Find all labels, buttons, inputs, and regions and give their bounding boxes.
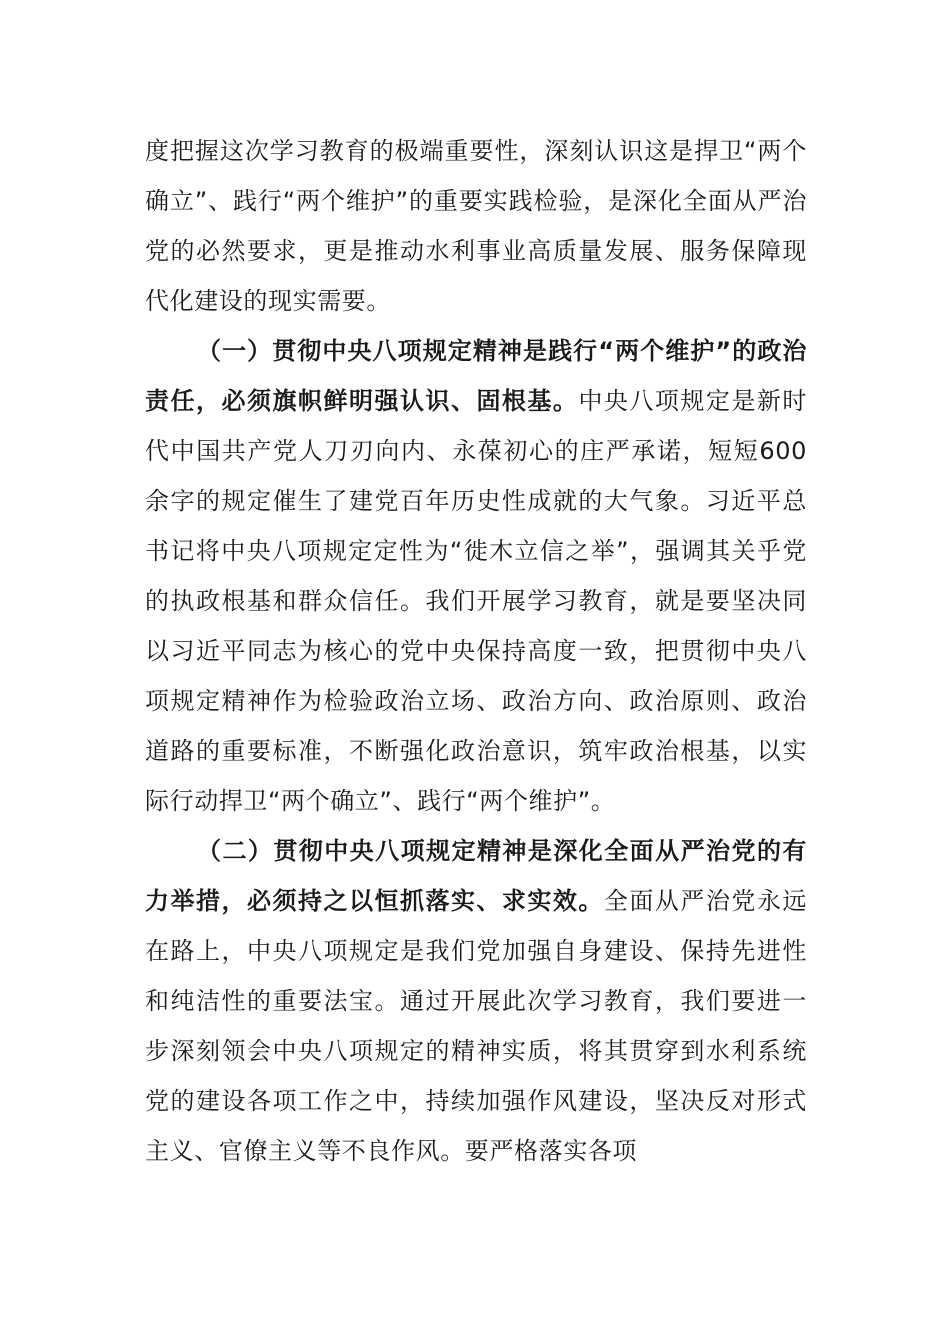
paragraph-section-2	[145, 826, 807, 1176]
paragraph-text: 度把握这次学习教育的极端重要性，深刻认识这是捍卫“两个确立”、践行“两个维护”的重要实践检验，是深化全面从严治党的必然要求，更是推动水利事业高质量发展、服务保障现代化建设的现实需要。	[145, 137, 807, 315]
section-heading: （一）贯彻中央八项规定精神是践行“两个维护”的政治责任，必须旗帜鲜明强认识、固根基。	[145, 337, 807, 415]
paragraph-text: 中央八项规定是新时代中国共产党人刀刃向内、永葆初心的庄严承诺，短短600余字的规定催生了建党百年历史性成就的大气象。习近平总书记将中央八项规定定性为“徙木立信之举”，强调其关乎党的执政根基和群众信任。我们开展学习教育，就是要坚决同以习近平同志为核心的党中央保持高度一致，把贯彻中央八项规定精神作为检验政治立场、政治方向、政治原则、政治道路的重要标准，不断强化政治意识，筑牢政治根基，以实际行动捍卫“两个确立”、践行“两个维护”。	[145, 387, 808, 815]
paragraph-continuation	[145, 126, 807, 326]
section-heading: （二）贯彻中央八项规定精神是深化全面从严治党的有力举措，必须持之以恒抓落实、求实效。	[145, 837, 807, 915]
paragraph-text: 全面从严治党永远在路上，中央八项规定是我们党加强自身建设、保持先进性和纯洁性的重要法宝。通过开展此次学习教育，我们要进一步深刻领会中央八项规定的精神实质，将其贯穿到水利系统党的建设各项工作之中，持续加强作风建设，坚决反对形式主义、官僚主义等不良作风。要严格落实各项	[145, 887, 807, 1165]
document-body	[145, 126, 807, 1176]
paragraph-section-1	[145, 326, 807, 826]
